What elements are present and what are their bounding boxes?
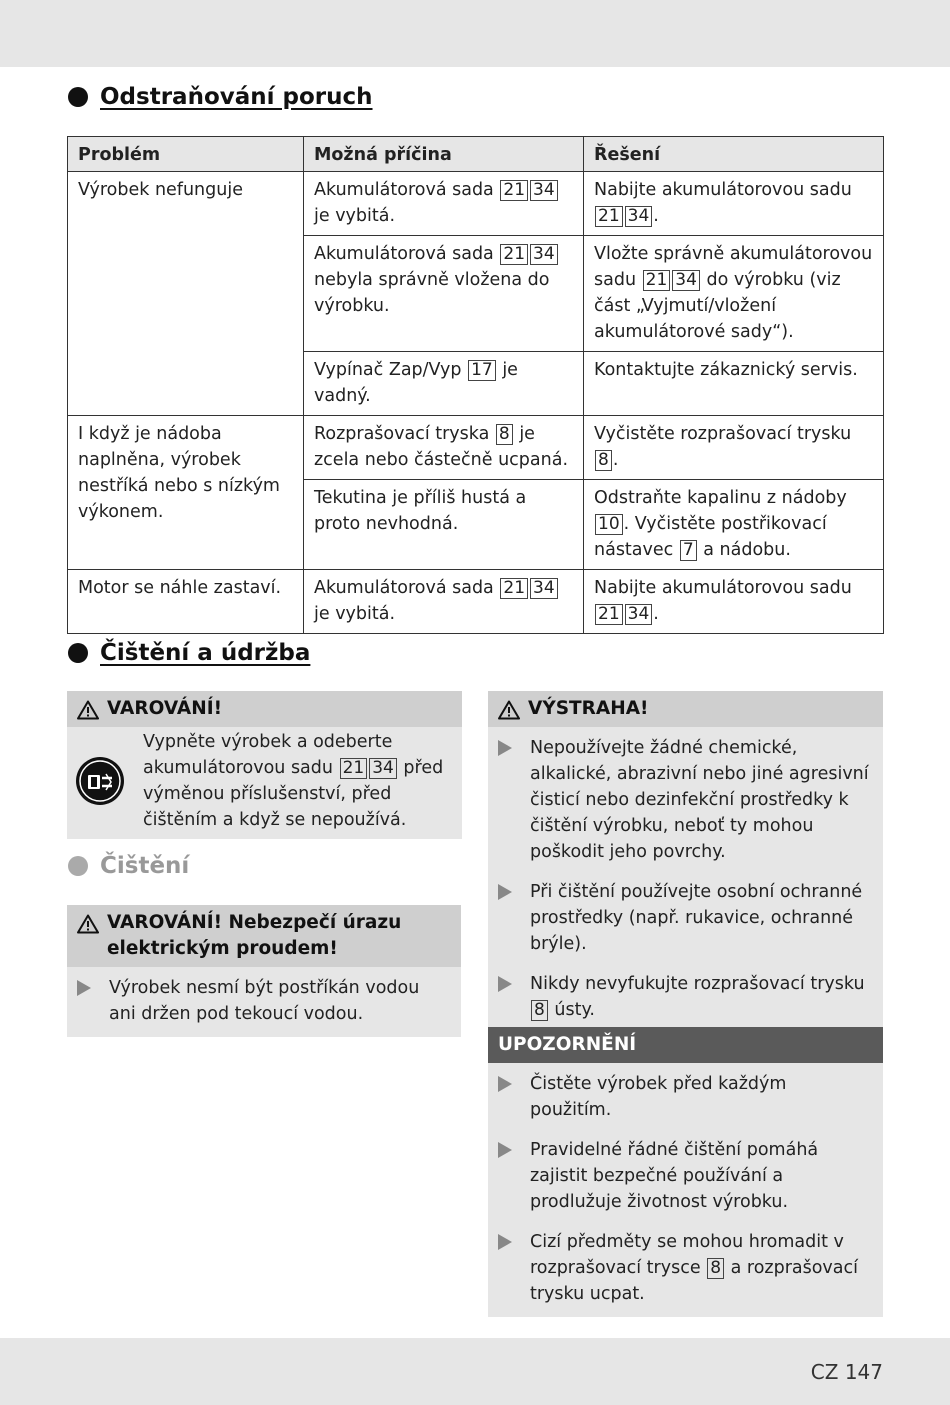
list-item: Cizí předměty se mohou hromadit v rozprašovací trysce 8 a rozprašovací trysku ucpat. (498, 1229, 871, 1307)
part-number: 21 (595, 604, 623, 625)
arrow-bullet-icon (498, 1142, 512, 1158)
part-number: 8 (496, 424, 513, 445)
solution-cell: Nabijte akumulátorovou sadu 21 34 . (584, 172, 884, 236)
footer-band (0, 1338, 950, 1405)
part-number: 17 (468, 360, 496, 381)
problem-cell: Motor se náhle zastaví. (68, 570, 304, 634)
part-number: 21 (500, 180, 528, 201)
part-number: 34 (530, 578, 558, 599)
warning-body (67, 967, 461, 1037)
warning-title: VAROVÁNÍ! (107, 698, 223, 719)
part-number: 8 (531, 1000, 548, 1021)
warning-triangle-icon (498, 700, 520, 720)
cause-cell: Tekutina je příliš hustá a proto nevhodná. (304, 480, 584, 570)
warning-panel (67, 691, 462, 839)
part-number: 8 (595, 450, 612, 471)
bullet-icon (68, 87, 88, 107)
cause-cell: Akumulátorová sada 21 34 nebyla správně vložena do výrobku. (304, 236, 584, 352)
table-row (68, 570, 884, 634)
warning-body (67, 727, 462, 839)
section-heading-cleaning (68, 640, 310, 666)
table-row (68, 172, 884, 236)
part-number: 34 (625, 206, 653, 227)
caution-panel (488, 691, 883, 1033)
header-problem: Problém (68, 137, 304, 172)
header-cause: Možná příčina (304, 137, 584, 172)
cause-cell: Rozprašovací tryska 8 je zcela nebo částečně ucpaná. (304, 416, 584, 480)
caution-title: VÝSTRAHA! (528, 698, 649, 719)
part-number: 21 (500, 244, 528, 265)
subsection-title: Čištění (100, 853, 190, 879)
warning-triangle-icon (77, 914, 99, 934)
header-band (0, 0, 950, 67)
table-header-row (68, 137, 884, 172)
warning-header (67, 905, 461, 967)
part-number: 34 (625, 604, 653, 625)
part-number: 7 (680, 540, 697, 561)
arrow-bullet-icon (498, 1076, 512, 1092)
troubleshooting-table (67, 136, 884, 634)
cause-cell: Akumulátorová sada 21 34 je vybitá. (304, 172, 584, 236)
part-number: 21 (340, 758, 368, 779)
notice-body (488, 1063, 883, 1317)
section-heading-troubleshooting (68, 84, 373, 110)
notice-header (488, 1027, 883, 1063)
cause-cell: Akumulátorová sada 21 34 je vybitá. (304, 570, 584, 634)
solution-cell: Vyčistěte rozprašovací trysku 8 . (584, 416, 884, 480)
part-number: 21 (643, 270, 671, 291)
notice-panel (488, 1027, 883, 1317)
part-number: 10 (595, 514, 623, 535)
solution-cell: Kontaktujte zákaznický servis. (584, 352, 884, 416)
list-item: Čistěte výrobek před každým použitím. (498, 1071, 871, 1123)
arrow-bullet-icon (77, 980, 91, 996)
part-number: 34 (672, 270, 700, 291)
arrow-bullet-icon (498, 740, 512, 756)
section-title: Čištění a údržba (100, 640, 311, 666)
part-number: 21 (500, 578, 528, 599)
arrow-bullet-icon (498, 976, 512, 992)
problem-cell: I když je nádoba naplněna, výrobek nestříká nebo s nízkým výkonem. (68, 416, 304, 570)
caution-body (488, 727, 883, 1033)
solution-cell: Odstraňte kapalinu z nádoby 10 . Vyčistěte postřikovací nástavec 7 a nádobu. (584, 480, 884, 570)
list-item: Nikdy nevyfukujte rozprašovací trysku 8 ústy. (498, 971, 871, 1023)
warning-header (67, 691, 462, 727)
subsection-heading-cleaning (68, 853, 189, 879)
problem-cell: Výrobek nefunguje (68, 172, 304, 416)
solution-cell: Vložte správně akumulátorovou sadu 21 34 do výrobku (viz část „Vyjmutí/vložení akumulátorové sady“). (584, 236, 884, 352)
warning-triangle-icon (77, 700, 99, 720)
section-title: Odstraňování poruch (100, 84, 373, 110)
notice-title: UPOZORNĚNÍ (498, 1034, 637, 1055)
warning-text: Vypněte výrobek a odeberte akumulátorovou sadu 21 34 před výměnou příslušenství, před čištěním a když se nepoužívá. (143, 732, 444, 830)
part-number: 21 (595, 206, 623, 227)
table-row (68, 416, 884, 480)
list-item: Výrobek nesmí být postříkán vodou ani držen pod tekoucí vodou. (77, 975, 449, 1027)
arrow-bullet-icon (498, 1234, 512, 1250)
list-item: Pravidelné řádné čištění pomáhá zajistit bezpečné používání a prodlužuje životnost výrobku. (498, 1137, 871, 1215)
part-number: 8 (707, 1258, 724, 1279)
warning-title: VAROVÁNÍ! Nebezpečí úrazu elektrickým proudem! (107, 912, 402, 959)
cause-cell: Vypínač Zap/Vyp 17 je vadný. (304, 352, 584, 416)
solution-cell: Nabijte akumulátorovou sadu 21 34 . (584, 570, 884, 634)
part-number: 34 (369, 758, 397, 779)
page-number: CZ 147 (810, 1360, 883, 1384)
electric-warning-panel (67, 905, 461, 1037)
header-solution: Řešení (584, 137, 884, 172)
part-number: 34 (530, 244, 558, 265)
bullet-icon (68, 856, 88, 876)
list-item: Při čištění používejte osobní ochranné prostředky (např. rukavice, ochranné brýle). (498, 879, 871, 957)
arrow-bullet-icon (498, 884, 512, 900)
unplug-battery-icon (75, 756, 125, 806)
part-number: 34 (530, 180, 558, 201)
bullet-icon (68, 643, 88, 663)
list-item: Nepoužívejte žádné chemické, alkalické, abrazivní nebo jiné agresivní čisticí nebo dezinfekční prostředky k čištění výrobku, neboť ty mohou poškodit jeho povrchy. (498, 735, 871, 865)
caution-header (488, 691, 883, 727)
